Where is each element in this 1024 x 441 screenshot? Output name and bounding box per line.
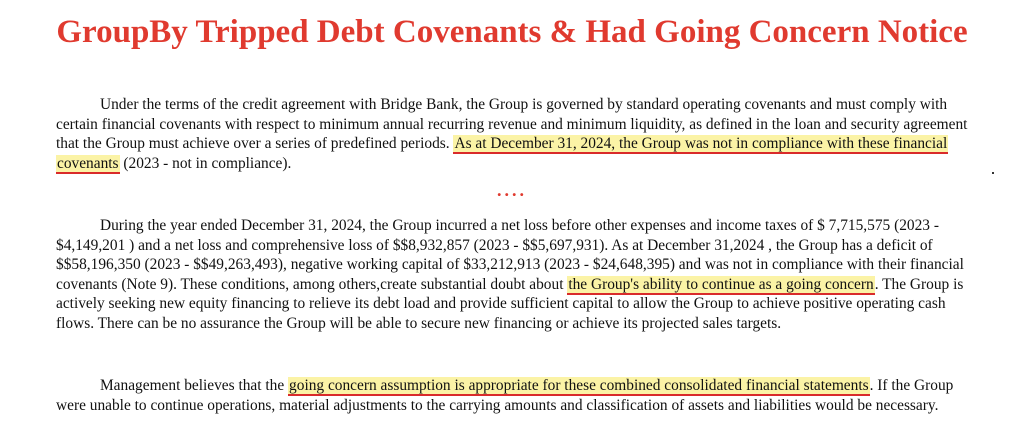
- paragraph-text: Management believes that the: [100, 377, 289, 394]
- highlighted-text: the Group's ability to continue as a going concern: [568, 275, 874, 293]
- paragraph-going-concern: [56, 216, 981, 333]
- section-ellipsis: ....: [497, 180, 527, 200]
- highlighted-text: As at December 31, 2024, the Group was not in compliance with these financial covenants: [57, 135, 948, 172]
- paragraph-text: Under the terms of the credit agreement with Bridge Bank, the Group is governed by standard operating covenants and must comply with certain financial covenants with respect to minimum annual recurring revenue and minimum liquidity, as defined in the loan and security agreement that the Group must achieve over a series of predefined periods.: [56, 96, 968, 152]
- paragraph-text: During the year ended December 31, 2024, the Group incurred a net loss before other expenses and income taxes of $ 7,715,575 (2023 - $4,149,201 ) and a net loss and comprehensive loss of $$8,932,857 (2023 - $$5,697,931). As at December 31,2024 , the Group has a deficit of $$58,196,350 (2023 - $$49,263,493), negative working capital of $33,212,913 (2023 - $24,648,395) and was not in compliance with their financial covenants (Note 9). These conditions, among others,create substantial doubt about: [56, 217, 964, 293]
- paragraph-covenants: [56, 95, 981, 173]
- highlighted-text: going concern assumption is appropriate for these combined consolidated financial statements: [289, 377, 869, 394]
- paragraph-text: . The Group is actively seeking new equity financing to relieve its debt load and provide sufficient capital to allow the Group to achieve positive operating cash flows. There can be no assurance the Group will be able to secure new financing or achieve its projected sales targets.: [56, 275, 964, 332]
- paragraph-text: (2023 - not in compliance).: [119, 154, 292, 172]
- stray-mark: [992, 172, 994, 174]
- paragraph-management: [56, 376, 981, 415]
- page-title: GroupBy Tripped Debt Covenants & Had Going Concern Notice: [56, 14, 968, 50]
- paragraph-text: . If the Group were unable to continue operations, material adjustments to the carrying amounts and classification of assets and liabilities would be necessary.: [56, 377, 954, 414]
